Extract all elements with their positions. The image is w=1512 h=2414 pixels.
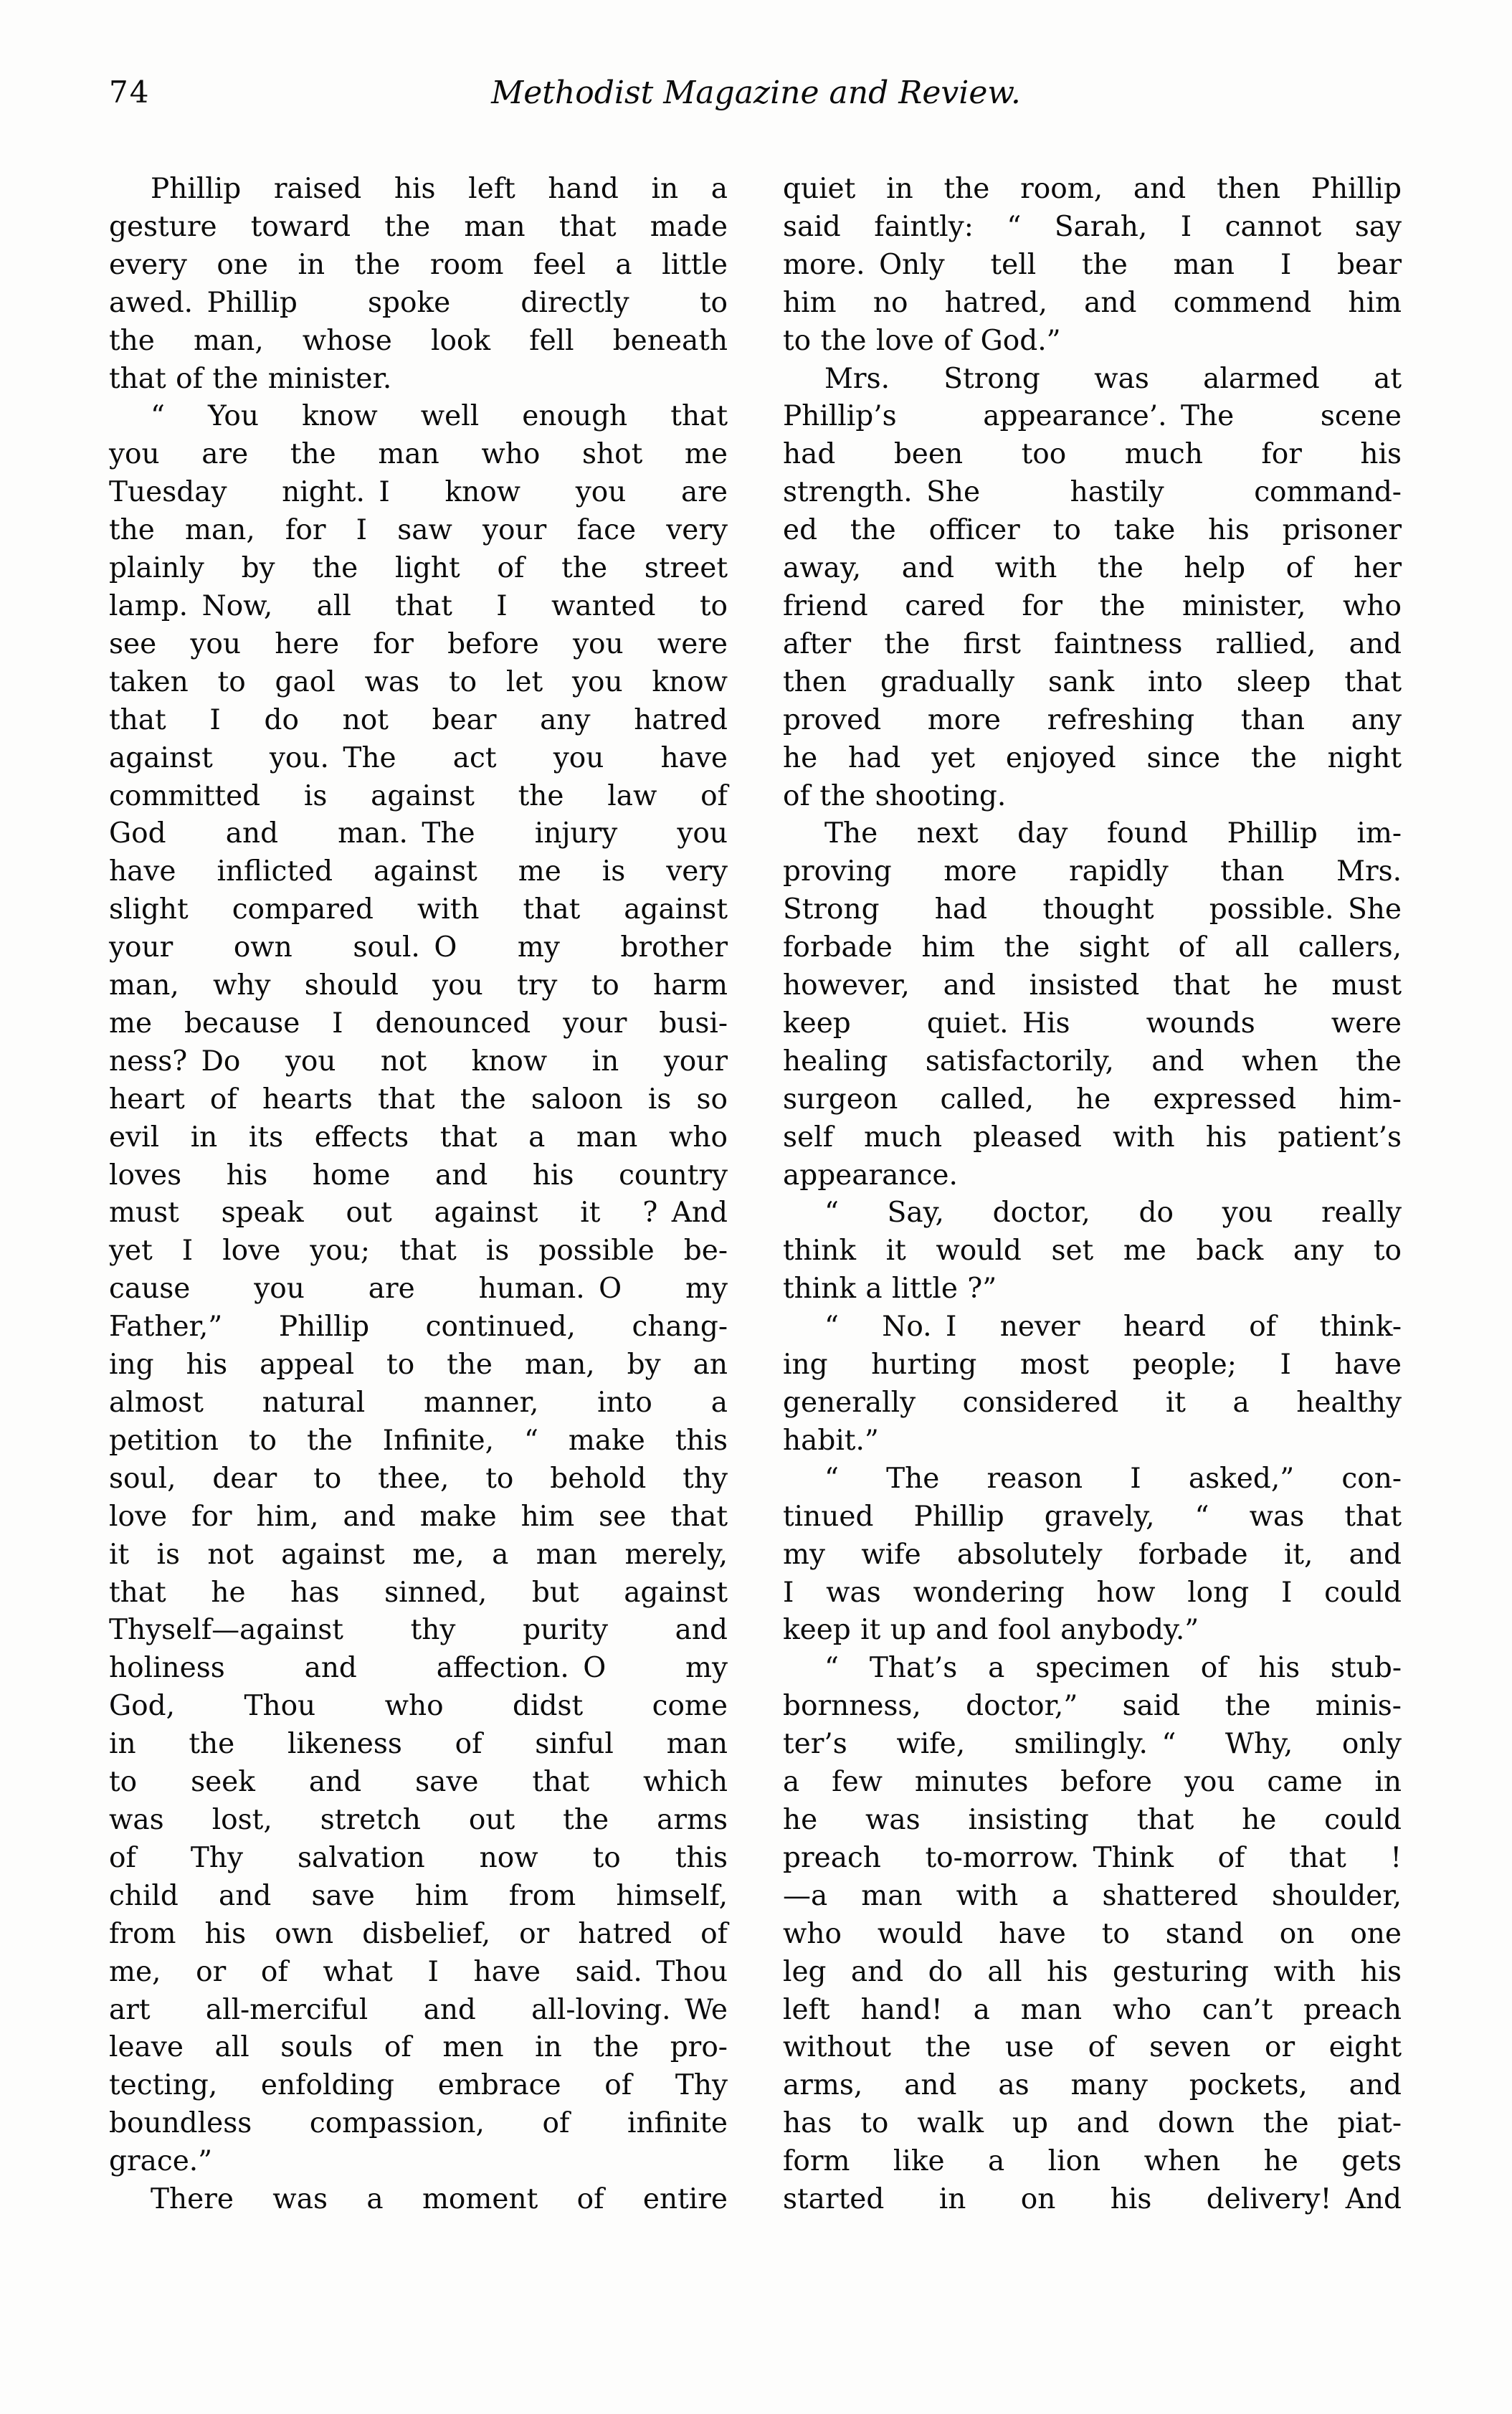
text-line: leg and do all his gesturing with his [783, 1955, 1402, 1988]
text-line: God, Thou who didst come [109, 1690, 728, 1723]
text-line: tecting, enfolding embrace of Thy [109, 2069, 728, 2102]
text-line: boundless compassion, of infinite [109, 2107, 728, 2140]
text-line: the man, for I saw your face very [109, 514, 728, 547]
text-line: ness? Do you not know in your [109, 1045, 728, 1078]
text-line: from his own disbelief, or hatred of [109, 1917, 728, 1950]
text-line: away, and with the help of her [783, 552, 1402, 585]
text-line: think it would set me back any to [783, 1235, 1402, 1268]
text-line: him no hatred, and commend him [783, 286, 1402, 319]
text-line: generally considered it a healthy [783, 1387, 1402, 1419]
text-line: has to walk up and down the piat- [783, 2107, 1402, 2140]
text-line: gesture toward the man that made [109, 210, 728, 243]
running-head [0, 0, 1512, 120]
text-line: keep quiet. His wounds were [783, 1007, 1402, 1040]
text-line: “ No. I never heard of think- [824, 1311, 1402, 1344]
text-line: me because I denounced your busi- [109, 1007, 728, 1040]
text-line: your own soul. O my brother [109, 931, 728, 964]
text-line: proving more rapidly than Mrs. [783, 855, 1402, 888]
text-line: had been too much for his [783, 438, 1402, 471]
column-right [783, 171, 1402, 2219]
text-line: heart of hearts that the saloon is so [109, 1083, 728, 1116]
text-line: against you. The act you have [109, 741, 728, 774]
text-line: yet I love you; that is possible be- [109, 1235, 728, 1268]
text-line: he had yet enjoyed since the night [783, 741, 1402, 774]
text-line: without the use of seven or eight [783, 2031, 1402, 2064]
text-line: Tuesday night. I know you are [109, 476, 728, 509]
text-line: ed the officer to take his prisoner [783, 514, 1402, 547]
text-line: Father,” Phillip continued, chang- [109, 1311, 728, 1344]
page-number: 74 [109, 75, 151, 110]
text-columns [109, 171, 1402, 2219]
text-line: that he has sinned, but against [109, 1576, 728, 1609]
text-line: child and save him from himself, [109, 1879, 728, 1912]
text-line: started in on his delivery! And [783, 2183, 1402, 2216]
text-line: Phillip raised his left hand in a [151, 173, 728, 205]
text-line: —a man with a shattered shoulder, [783, 1879, 1402, 1912]
text-line: I was wondering how long I could [783, 1576, 1402, 1609]
text-line: surgeon called, he expressed him- [783, 1083, 1402, 1116]
text-line: was lost, stretch out the arms [109, 1803, 728, 1836]
text-line: he was insisting that he could [783, 1803, 1402, 1836]
text-line: habit.” [783, 1424, 879, 1457]
text-line: awed. Phillip spoke directly to [109, 286, 728, 319]
text-line: ing hurting most people; I have [783, 1349, 1402, 1382]
text-line: said faintly: “ Sarah, I cannot say [783, 210, 1402, 243]
text-line: “ The reason I asked,” con- [824, 1462, 1402, 1495]
text-line: quiet in the room, and then Phillip [783, 173, 1402, 205]
text-line: have inflicted against me is very [109, 855, 728, 888]
text-line: God and man. The injury you [109, 817, 728, 850]
text-line: friend cared for the minister, who [783, 589, 1402, 622]
text-line: grace.” [109, 2145, 213, 2178]
text-line: slight compared with that against [109, 893, 728, 926]
text-line: lamp. Now, all that I wanted to [109, 589, 728, 622]
text-line: of Thy salvation now to this [109, 1841, 728, 1874]
text-line: strength. She hastily command- [783, 476, 1402, 509]
text-line: who would have to stand on one [783, 1917, 1402, 1950]
text-line: you are the man who shot me [109, 438, 728, 471]
text-line: after the first faintness rallied, and [783, 627, 1402, 660]
text-line: Mrs. Strong was alarmed at [824, 362, 1402, 395]
text-line: leave all souls of men in the pro- [109, 2031, 728, 2064]
text-line: it is not against me, a man merely, [109, 1538, 728, 1571]
text-line: There was a moment of entire [151, 2183, 728, 2216]
text-line: appearance. [783, 1159, 958, 1192]
text-line: the man, whose look fell beneath [109, 324, 728, 357]
text-line: that of the minister. [109, 362, 392, 395]
text-line: proved more refreshing than any [783, 703, 1402, 736]
text-line: self much pleased with his patient’s [783, 1121, 1402, 1154]
text-line: Strong had thought possible. She [783, 893, 1402, 926]
text-line: preach to-morrow. Think of that ! [783, 1841, 1402, 1874]
text-line: to seek and save that which [109, 1766, 728, 1799]
text-line: however, and insisted that he must [783, 969, 1402, 1002]
text-line: “ That’s a specimen of his stub- [824, 1652, 1402, 1685]
text-line: taken to gaol was to let you know [109, 665, 728, 698]
text-line: The next day found Phillip im- [824, 817, 1402, 850]
text-line: every one in the room feel a little [109, 248, 728, 281]
text-line: bornness, doctor,” said the minis- [783, 1690, 1402, 1723]
text-line: in the likeness of sinful man [109, 1728, 728, 1761]
text-line: holiness and affection. O my [109, 1652, 728, 1685]
text-line: Thyself—against thy purity and [109, 1614, 728, 1647]
text-line: think a little ?” [783, 1273, 997, 1306]
text-line: soul, dear to thee, to behold thy [109, 1462, 728, 1495]
text-line: that I do not bear any hatred [109, 703, 728, 736]
text-line: keep it up and fool anybody.” [783, 1614, 1199, 1647]
text-line: art all-merciful and all-loving. We [109, 1993, 728, 2026]
text-line: me, or of what I have said. Thou [109, 1955, 728, 1988]
text-line: man, why should you try to harm [109, 969, 728, 1002]
column-left [109, 171, 728, 2219]
text-line: form like a lion when he gets [783, 2145, 1402, 2178]
text-line: evil in its effects that a man who [109, 1121, 728, 1154]
text-line: healing satisfactorily, and when the [783, 1045, 1402, 1078]
text-line: ing his appeal to the man, by an [109, 1349, 728, 1382]
text-line: Phillip’s appearance’. The scene [783, 400, 1402, 433]
text-line: loves his home and his country [109, 1159, 728, 1192]
text-line: ter’s wife, smilingly. “ Why, only [783, 1728, 1402, 1761]
text-line: of the shooting. [783, 779, 1007, 812]
text-line: petition to the Infinite, “ make this [109, 1424, 728, 1457]
text-line: cause you are human. O my [109, 1273, 728, 1306]
text-line: “ You know well enough that [151, 400, 728, 433]
text-line: my wife absolutely forbade it, and [783, 1538, 1402, 1571]
text-line: forbade him the sight of all callers, [783, 931, 1402, 964]
text-line: “ Say, doctor, do you really [824, 1197, 1402, 1230]
text-line: must speak out against it ? And [109, 1197, 728, 1230]
running-title: Methodist Magazine and Review. [491, 75, 1021, 111]
text-line: tinued Phillip gravely, “ was that [783, 1500, 1402, 1533]
text-line: plainly by the light of the street [109, 552, 728, 585]
text-line: committed is against the law of [109, 779, 728, 812]
text-line: arms, and as many pockets, and [783, 2069, 1402, 2102]
text-line: then gradually sank into sleep that [783, 665, 1402, 698]
text-line: to the love of God.” [783, 324, 1061, 357]
text-line: love for him, and make him see that [109, 1500, 728, 1533]
text-line: a few minutes before you came in [783, 1766, 1402, 1799]
text-line: see you here for before you were [109, 627, 728, 660]
text-line: more. Only tell the man I bear [783, 248, 1402, 281]
text-line: left hand! a man who can’t preach [783, 1993, 1402, 2026]
text-line: almost natural manner, into a [109, 1387, 728, 1419]
